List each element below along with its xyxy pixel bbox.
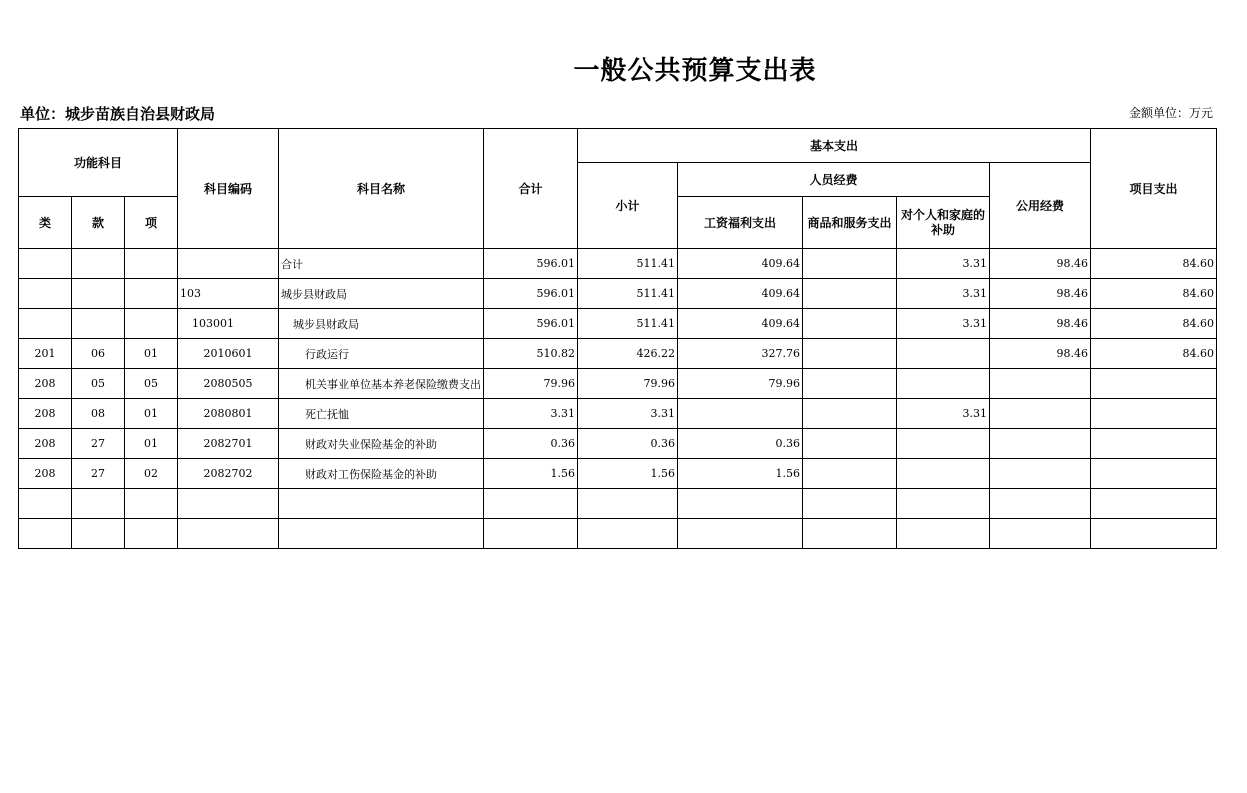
cell-total: 1.56 — [484, 459, 578, 489]
amount-unit-label: 金额单位：万元 — [1128, 106, 1213, 120]
cell-name: 财政对工伤保险基金的补助 — [279, 459, 484, 489]
cell-goods — [803, 309, 897, 339]
cell-personal: 3.31 — [897, 309, 990, 339]
cell-personal — [897, 489, 990, 519]
cell-salary — [678, 489, 803, 519]
cell-name: 合计 — [279, 249, 484, 279]
cell-public — [990, 459, 1091, 489]
cell-total: 0.36 — [484, 429, 578, 459]
cell-project: 84.60 — [1091, 279, 1217, 309]
cell-total: 79.96 — [484, 369, 578, 399]
cell-subtotal — [578, 489, 678, 519]
cell-public: 98.46 — [990, 279, 1091, 309]
cell-lei — [19, 309, 72, 339]
cell-name — [279, 489, 484, 519]
cell-kuan — [72, 279, 125, 309]
cell-public: 98.46 — [990, 249, 1091, 279]
cell-subtotal: 426.22 — [578, 339, 678, 369]
cell-xiang: 05 — [125, 369, 178, 399]
header-personnel: 人员经费 — [678, 163, 990, 197]
cell-xiang — [125, 519, 178, 549]
cell-salary — [678, 519, 803, 549]
cell-kuan — [72, 489, 125, 519]
cell-xiang: 01 — [125, 429, 178, 459]
cell-personal — [897, 369, 990, 399]
cell-subtotal: 511.41 — [578, 249, 678, 279]
cell-goods — [803, 249, 897, 279]
header-project: 项目支出 — [1091, 129, 1217, 249]
cell-public — [990, 519, 1091, 549]
cell-personal — [897, 519, 990, 549]
cell-code: 103 — [178, 279, 279, 309]
header-code: 科目编码 — [178, 129, 279, 249]
cell-subtotal: 79.96 — [578, 369, 678, 399]
header-goods: 商品和服务支出 — [803, 197, 897, 249]
header-salary: 工资福利支出 — [678, 197, 803, 249]
cell-project — [1091, 489, 1217, 519]
cell-public — [990, 369, 1091, 399]
cell-xiang — [125, 489, 178, 519]
cell-salary — [678, 399, 803, 429]
cell-total: 510.82 — [484, 339, 578, 369]
cell-project — [1091, 429, 1217, 459]
cell-kuan: 27 — [72, 459, 125, 489]
cell-personal — [897, 459, 990, 489]
cell-subtotal: 511.41 — [578, 279, 678, 309]
cell-total: 596.01 — [484, 279, 578, 309]
cell-code: 103001 — [178, 309, 279, 339]
cell-project — [1091, 459, 1217, 489]
cell-name: 机关事业单位基本养老保险缴费支出 — [279, 369, 484, 399]
table-row — [19, 459, 1217, 489]
cell-public — [990, 399, 1091, 429]
table-row — [19, 339, 1217, 369]
cell-salary: 79.96 — [678, 369, 803, 399]
cell-public — [990, 489, 1091, 519]
cell-name: 行政运行 — [279, 339, 484, 369]
cell-lei — [19, 279, 72, 309]
cell-xiang: 01 — [125, 339, 178, 369]
cell-salary: 409.64 — [678, 309, 803, 339]
table-row — [19, 249, 1217, 279]
cell-project: 84.60 — [1091, 249, 1217, 279]
cell-total: 596.01 — [484, 249, 578, 279]
header-public: 公用经费 — [990, 163, 1091, 249]
cell-lei — [19, 519, 72, 549]
cell-total — [484, 519, 578, 549]
cell-code — [178, 489, 279, 519]
cell-goods — [803, 429, 897, 459]
cell-goods — [803, 339, 897, 369]
cell-salary: 409.64 — [678, 279, 803, 309]
cell-subtotal: 1.56 — [578, 459, 678, 489]
cell-salary: 0.36 — [678, 429, 803, 459]
cell-public — [990, 429, 1091, 459]
cell-lei: 208 — [19, 369, 72, 399]
cell-subtotal: 511.41 — [578, 309, 678, 339]
cell-name: 死亡抚恤 — [279, 399, 484, 429]
cell-personal: 3.31 — [897, 399, 990, 429]
cell-subtotal: 3.31 — [578, 399, 678, 429]
cell-goods — [803, 489, 897, 519]
cell-personal: 3.31 — [897, 249, 990, 279]
cell-code: 2080801 — [178, 399, 279, 429]
cell-kuan: 06 — [72, 339, 125, 369]
cell-kuan: 27 — [72, 429, 125, 459]
cell-project: 84.60 — [1091, 339, 1217, 369]
cell-goods — [803, 459, 897, 489]
cell-kuan — [72, 309, 125, 339]
cell-personal: 3.31 — [897, 279, 990, 309]
table-row — [19, 429, 1217, 459]
cell-xiang: 01 — [125, 399, 178, 429]
cell-goods — [803, 519, 897, 549]
cell-kuan — [72, 519, 125, 549]
cell-xiang — [125, 309, 178, 339]
cell-public: 98.46 — [990, 339, 1091, 369]
cell-total — [484, 489, 578, 519]
cell-lei: 208 — [19, 429, 72, 459]
header-basic: 基本支出 — [578, 129, 1091, 163]
cell-name: 城步县财政局 — [279, 309, 484, 339]
cell-lei: 208 — [19, 459, 72, 489]
table-row — [19, 279, 1217, 309]
cell-public: 98.46 — [990, 309, 1091, 339]
header-xiang: 项 — [125, 197, 178, 249]
cell-name — [279, 519, 484, 549]
cell-xiang — [125, 279, 178, 309]
header-lei: 类 — [19, 197, 72, 249]
page-title: 一般公共预算支出表 — [573, 56, 817, 86]
header-kuan: 款 — [72, 197, 125, 249]
header-func-subject: 功能科目 — [19, 129, 178, 197]
cell-lei — [19, 489, 72, 519]
cell-kuan — [72, 249, 125, 279]
cell-personal — [897, 429, 990, 459]
cell-code: 2082702 — [178, 459, 279, 489]
cell-code — [178, 249, 279, 279]
cell-subtotal: 0.36 — [578, 429, 678, 459]
table-row — [19, 309, 1217, 339]
cell-lei: 201 — [19, 339, 72, 369]
table-row — [19, 399, 1217, 429]
table-row — [19, 519, 1217, 549]
cell-salary: 1.56 — [678, 459, 803, 489]
cell-name: 城步县财政局 — [279, 279, 484, 309]
header-name: 科目名称 — [279, 129, 484, 249]
cell-subtotal — [578, 519, 678, 549]
header-total: 合计 — [484, 129, 578, 249]
cell-project: 84.60 — [1091, 309, 1217, 339]
cell-total: 596.01 — [484, 309, 578, 339]
cell-name: 财政对失业保险基金的补助 — [279, 429, 484, 459]
cell-personal — [897, 339, 990, 369]
header-personal: 对个人和家庭的补助 — [897, 197, 990, 249]
cell-xiang — [125, 249, 178, 279]
table-row — [19, 369, 1217, 399]
cell-goods — [803, 279, 897, 309]
cell-code: 2010601 — [178, 339, 279, 369]
cell-xiang: 02 — [125, 459, 178, 489]
cell-code: 2080505 — [178, 369, 279, 399]
budget-table — [18, 128, 1217, 549]
cell-goods — [803, 369, 897, 399]
cell-lei: 208 — [19, 399, 72, 429]
cell-salary: 327.76 — [678, 339, 803, 369]
cell-kuan: 05 — [72, 369, 125, 399]
cell-project — [1091, 369, 1217, 399]
cell-goods — [803, 399, 897, 429]
table-row — [19, 489, 1217, 519]
cell-code — [178, 519, 279, 549]
cell-kuan: 08 — [72, 399, 125, 429]
cell-salary: 409.64 — [678, 249, 803, 279]
unit-label: 单位：城步苗族自治县财政局 — [20, 105, 216, 123]
cell-project — [1091, 399, 1217, 429]
cell-project — [1091, 519, 1217, 549]
cell-total: 3.31 — [484, 399, 578, 429]
cell-code: 2082701 — [178, 429, 279, 459]
cell-lei — [19, 249, 72, 279]
header-subtotal: 小计 — [578, 163, 678, 249]
